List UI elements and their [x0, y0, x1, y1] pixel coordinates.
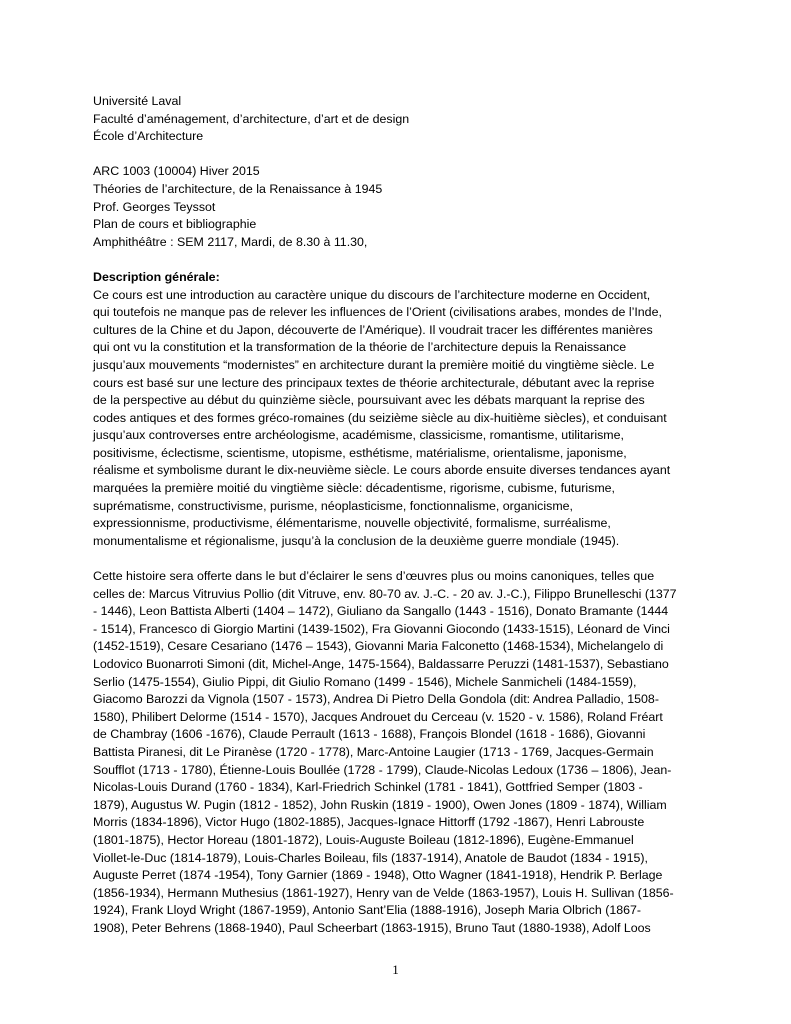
- history-line: Giacomo Barozzi da Vignola (1507 - 1573), Andrea Di Pietro Della Gondola (dit: Andrea Palladio, 1508-: [93, 692, 659, 707]
- history-line: Viollet-le-Duc (1814-1879), Louis-Charles Boileau, fils (1837-1914), Anatole de Baudot (1834 - 1915),: [93, 850, 648, 865]
- description-line: cultures de la Chine et du Japon, découverte de l’Amérique). Il voudrait tracer les différentes manières: [93, 322, 653, 337]
- history-line: Morris (1834-1896), Victor Hugo (1802-1885), Jacques-Ignace Hittorff (1792 -1867), Henri Labrouste: [93, 815, 645, 830]
- history-line: Nicolas-Louis Durand (1760 - 1834), Karl-Friedrich Schinkel (1781 - 1841), Gottfried Semper (1803 -: [93, 780, 643, 795]
- description-line: monumentalisme et régionalisme, jusqu’à la conclusion de la deuxième guerre mondiale (1945).: [93, 533, 620, 548]
- history-line: - 1446), Leon Battista Alberti (1404 – 1472), Giuliano da Sangallo (1443 - 1516), Donato Bramante (1444: [93, 604, 669, 619]
- description-line: Ce cours est une introduction au caractère unique du discours de l’architecture moderne en Occident,: [93, 287, 651, 302]
- history-line: Lodovico Buonarroti Simoni (dit, Michel-Ange, 1475-1564), Baldassarre Peruzzi (1481-1537), Sebastiano: [93, 657, 669, 671]
- description-line: positivisme, éclectisme, scientisme, utopisme, esthétisme, matérialisme, orientalisme, japonisme,: [93, 445, 627, 460]
- history-section: [93, 568, 713, 937]
- description-line: cours est basé sur une lecture des principaux textes de théorie architecturale, débutant avec la reprise: [93, 375, 655, 390]
- description-line: réalisme et symbolisme durant le dix-neuvième siècle. Le cours aborde ensuite diverses tendances ayant: [93, 463, 671, 478]
- page-number: 1: [392, 962, 399, 977]
- history-line: (1856-1934), Hermann Muthesius (1861-1927), Henry van de Velde (1863-1957), Louis H. Sullivan (1856-: [93, 885, 674, 900]
- history-line: celles de: Marcus Vitruvius Pollio (dit Vitruve, env. 80-70 av. J.-C. - 20 av. J.-C.), Filippo Brunelleschi (1377: [93, 586, 677, 601]
- faculty-name: Faculté d’aménagement, d’architecture, d’art et de design: [93, 111, 410, 126]
- university-name: Université Laval: [93, 94, 182, 108]
- description-section: [93, 269, 713, 551]
- history-line: Soufflot (1713 - 1780), Étienne-Louis Boullée (1728 - 1799), Claude-Nicolas Ledoux (1736 – 1806), Jean-: [93, 762, 672, 777]
- description-line: qui ont vu la constitution et la transformation de la théorie de l’architecture depuis la Renaissance: [93, 340, 627, 355]
- description-line: suprématisme, constructivisme, purisme, néoplasticisme, fonctionnalisme, organicisme,: [93, 498, 573, 513]
- page-content: [93, 93, 713, 938]
- course-schedule: Amphithéâtre : SEM 2117, Mardi, de 8.30 à 11.30,: [93, 234, 368, 249]
- course-info: [93, 163, 713, 251]
- description-line: jusqu’aux controverses entre archéologisme, académisme, classicisme, romantisme, utilitarisme,: [93, 428, 624, 443]
- history-line: de Chambray (1606 -1676), Claude Perrault (1613 - 1688), François Blondel (1618 - 1686), Giovanni: [93, 727, 646, 742]
- description-line: qui toutefois ne manque pas de relever les influences de l’Orient (civilisations arabes, mondes de l’Inde,: [93, 305, 662, 320]
- description-line: jusqu’aux mouvements “modernistes” en architecture durant la première moitié du vingtième siècle. Le: [93, 357, 655, 372]
- history-line: 1879), Augustus W. Pugin (1812 - 1852), John Ruskin (1819 - 1900), Owen Jones (1809 - 1874), William: [93, 797, 667, 812]
- history-line: - 1514), Francesco di Giorgio Martini (1439-1502), Fra Giovanni Giocondo (1433-1515), Léonard de Vinci: [93, 621, 670, 636]
- description-heading: Description générale:: [93, 269, 220, 284]
- history-line: 1924), Frank Lloyd Wright (1867-1959), Antonio Sant’Elia (1888-1916), Joseph Maria Olbrich (1867-: [93, 903, 642, 918]
- description-line: marquées la première moitié du vingtième siècle: décadentisme, rigorisme, cubisme, futurisme,: [93, 481, 615, 496]
- description-line: de la perspective au début du quinzième siècle, poursuivant avec les débats marquant la reprise des: [93, 393, 645, 408]
- history-line: 1580), Philibert Delorme (1514 - 1570), Jacques Androuet du Cerceau (v. 1520 - v. 1586), Roland Fréart: [93, 709, 663, 724]
- history-line: (1452-1519), Cesare Cesariano (1476 – 1543), Giovanni Maria Falconetto (1468-1534), Michelangelo di: [93, 639, 664, 654]
- document-type: Plan de cours et bibliographie: [93, 217, 257, 232]
- history-line: (1801-1875), Hector Horeau (1801-1872), Louis-Auguste Boileau (1812-1896), Eugène-Emmanuel: [93, 832, 634, 847]
- school-name: École d’Architecture: [93, 129, 204, 144]
- history-line: Serlio (1475-1554), Giulio Pippi, dit Giulio Romano (1499 - 1546), Michele Sanmicheli (1484-1559),: [93, 674, 637, 689]
- description-line: expressionnisme, productivisme, élémentarisme, nouvelle objectivité, formalisme, surréalisme,: [93, 516, 611, 531]
- history-line: Cette histoire sera offerte dans le but d’éclairer le sens d’œuvres plus ou moins canoniques, telles que: [93, 569, 655, 584]
- history-line: Battista Piranesi, dit Le Piranèse (1720 - 1778), Marc-Antoine Laugier (1713 - 1769, Jacques-Germain: [93, 744, 654, 759]
- course-title: Théories de l’architecture, de la Renaissance à 1945: [93, 181, 383, 196]
- history-line: Auguste Perret (1874 -1954), Tony Garnier (1869 - 1948), Otto Wagner (1841-1918), Hendrik P. Berlage: [93, 868, 663, 883]
- course-code: ARC 1003 (10004) Hiver 2015: [93, 164, 260, 179]
- history-line: 1908), Peter Behrens (1868-1940), Paul Scheerbart (1863-1915), Bruno Taut (1880-1938), Adolf Loos: [93, 920, 651, 935]
- professor-name: Prof. Georges Teyssot: [93, 199, 216, 214]
- institution-header: [93, 93, 713, 146]
- description-line: codes antiques et des formes gréco-romaines (du seizième siècle au dix-huitième siècles), et conduisant: [93, 410, 667, 425]
